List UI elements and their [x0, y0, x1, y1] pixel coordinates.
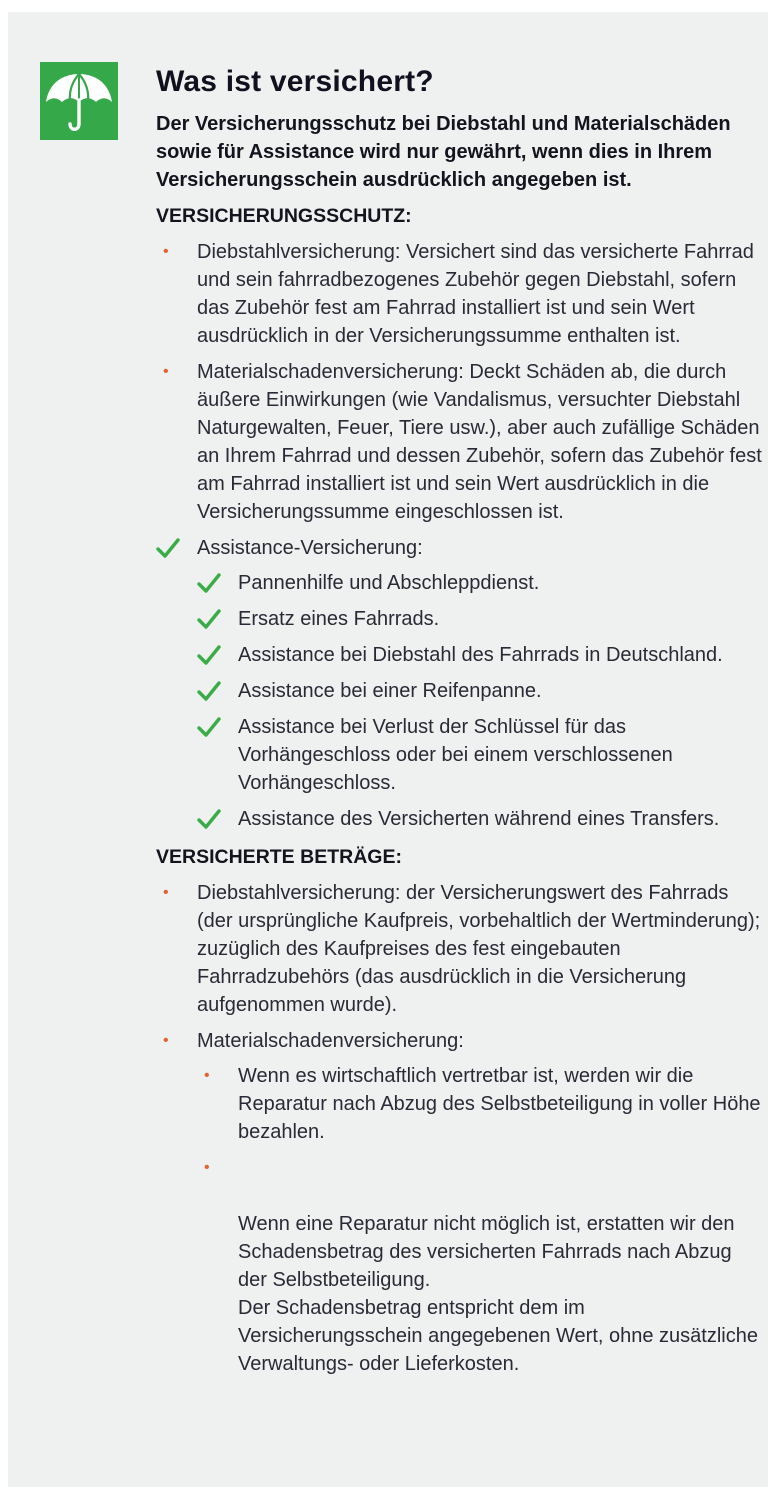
- amounts-section-title: VERSICHERTE BETRÄGE:: [156, 846, 402, 868]
- list-item: [197, 605, 762, 633]
- assistance-list: [197, 569, 762, 833]
- umbrella-logo: [40, 62, 118, 140]
- coverage-list: [156, 238, 762, 833]
- assistance-label: Assistance-Versicherung:: [197, 537, 423, 559]
- checkmark-icon: [197, 607, 221, 631]
- assistance-item-text: Ersatz eines Fahrrads.: [238, 608, 440, 630]
- bullet-dot-icon: •: [204, 1159, 210, 1176]
- material-item-text: Wenn es wirtschaftlich vertretbar ist, werden wir die Reparatur nach Abzug des Selbstbeteiligung in voller Höhe bezahlen.: [238, 1065, 761, 1143]
- assistance-item-text: Assistance des Versicherten während eines Transfers.: [238, 808, 720, 830]
- content: [156, 60, 762, 1386]
- page-title: Was ist versichert?: [156, 65, 434, 98]
- list-item: [197, 1062, 762, 1146]
- checkmark-icon: [197, 571, 221, 595]
- assistance-item-text: Assistance bei einer Reifenpanne.: [238, 680, 542, 702]
- list-item: [156, 879, 762, 1019]
- bullet-dot-icon: •: [163, 363, 169, 380]
- list-item: [156, 358, 762, 526]
- coverage-theft-text: Diebstahlversicherung: Versichert sind das versicherte Fahrrad und sein fahrradbezogenes Zubehör gegen Diebstahl, sofern das Zubehör fest am Fahrrad installiert ist und sein Wert ausdrücklich in der Versicherungssumme enthalten ist.: [197, 241, 754, 347]
- checkmark-icon: [156, 536, 180, 560]
- list-item: [197, 641, 762, 669]
- bullet-dot-icon: •: [163, 243, 169, 260]
- coverage-material-text: Materialschadenversicherung: Deckt Schäden ab, die durch äußere Einwirkungen (wie Vandalismus, versuchter Diebstahl Naturgewalten, Feuer, Tiere usw.), aber auch zufällige Schäden an Ihrem Fahrrad und dessen Zubehör, sofern das Zubehör fest am Fahrrad installiert ist und sein Wert ausdrücklich in die Versicherungssumme eingeschlossen ist.: [197, 361, 762, 523]
- coverage-section-title: VERSICHERUNGSSCHUTZ:: [156, 205, 412, 227]
- coverage-card: [8, 12, 768, 1487]
- amounts-material-label: Materialschadenversicherung:: [197, 1030, 464, 1052]
- bullet-dot-icon: •: [204, 1067, 210, 1084]
- checkmark-icon: [197, 643, 221, 667]
- assistance-item-text: Assistance bei Diebstahl des Fahrrads in Deutschland.: [238, 644, 723, 666]
- checkmark-icon: [197, 679, 221, 703]
- list-item: [197, 677, 762, 705]
- list-item: [197, 713, 762, 797]
- bullet-dot-icon: •: [163, 1032, 169, 1049]
- list-item: [197, 569, 762, 597]
- intro-text: Der Versicherungsschutz bei Diebstahl und Materialschäden sowie für Assistance wird nur gewährt, wenn dies in Ihrem Versicherungsschein ausdrücklich angegeben ist.: [156, 113, 731, 191]
- list-item: [197, 805, 762, 833]
- bullet-dot-icon: •: [163, 884, 169, 901]
- amounts-list: [156, 879, 762, 1378]
- material-list: [197, 1062, 762, 1378]
- assistance-item-text: Pannenhilfe und Abschleppdienst.: [238, 572, 540, 594]
- list-item: [156, 238, 762, 350]
- material-item-text: Wenn eine Reparatur nicht möglich ist, erstatten wir den Schadensbetrag des versicherten Fahrrads nach Abzug der Selbstbeteiligung. Der Schadensbetrag entspricht dem im Versicherungsschein angegebenen Wert, ohne zusätzliche Verwaltungs- oder Lieferkosten.: [238, 1213, 758, 1375]
- list-item: [156, 1027, 762, 1378]
- amounts-theft-text: Diebstahlversicherung: der Versicherungswert des Fahrrads (der ursprüngliche Kaufpreis, vorbehaltlich der Wertminderung); zuzüglich des Kaufpreises des fest eingebauten Fahrradzubehörs (das ausdrücklich in die Versicherung aufgenommen wurde).: [197, 882, 761, 1016]
- checkmark-icon: [197, 715, 221, 739]
- umbrella-icon: [40, 62, 118, 140]
- list-item-assistance: [156, 534, 762, 833]
- list-item: [197, 1154, 762, 1378]
- assistance-item-text: Assistance bei Verlust der Schlüssel für das Vorhängeschloss oder bei einem verschlossenen Vorhängeschloss.: [238, 716, 673, 794]
- checkmark-icon: [197, 807, 221, 831]
